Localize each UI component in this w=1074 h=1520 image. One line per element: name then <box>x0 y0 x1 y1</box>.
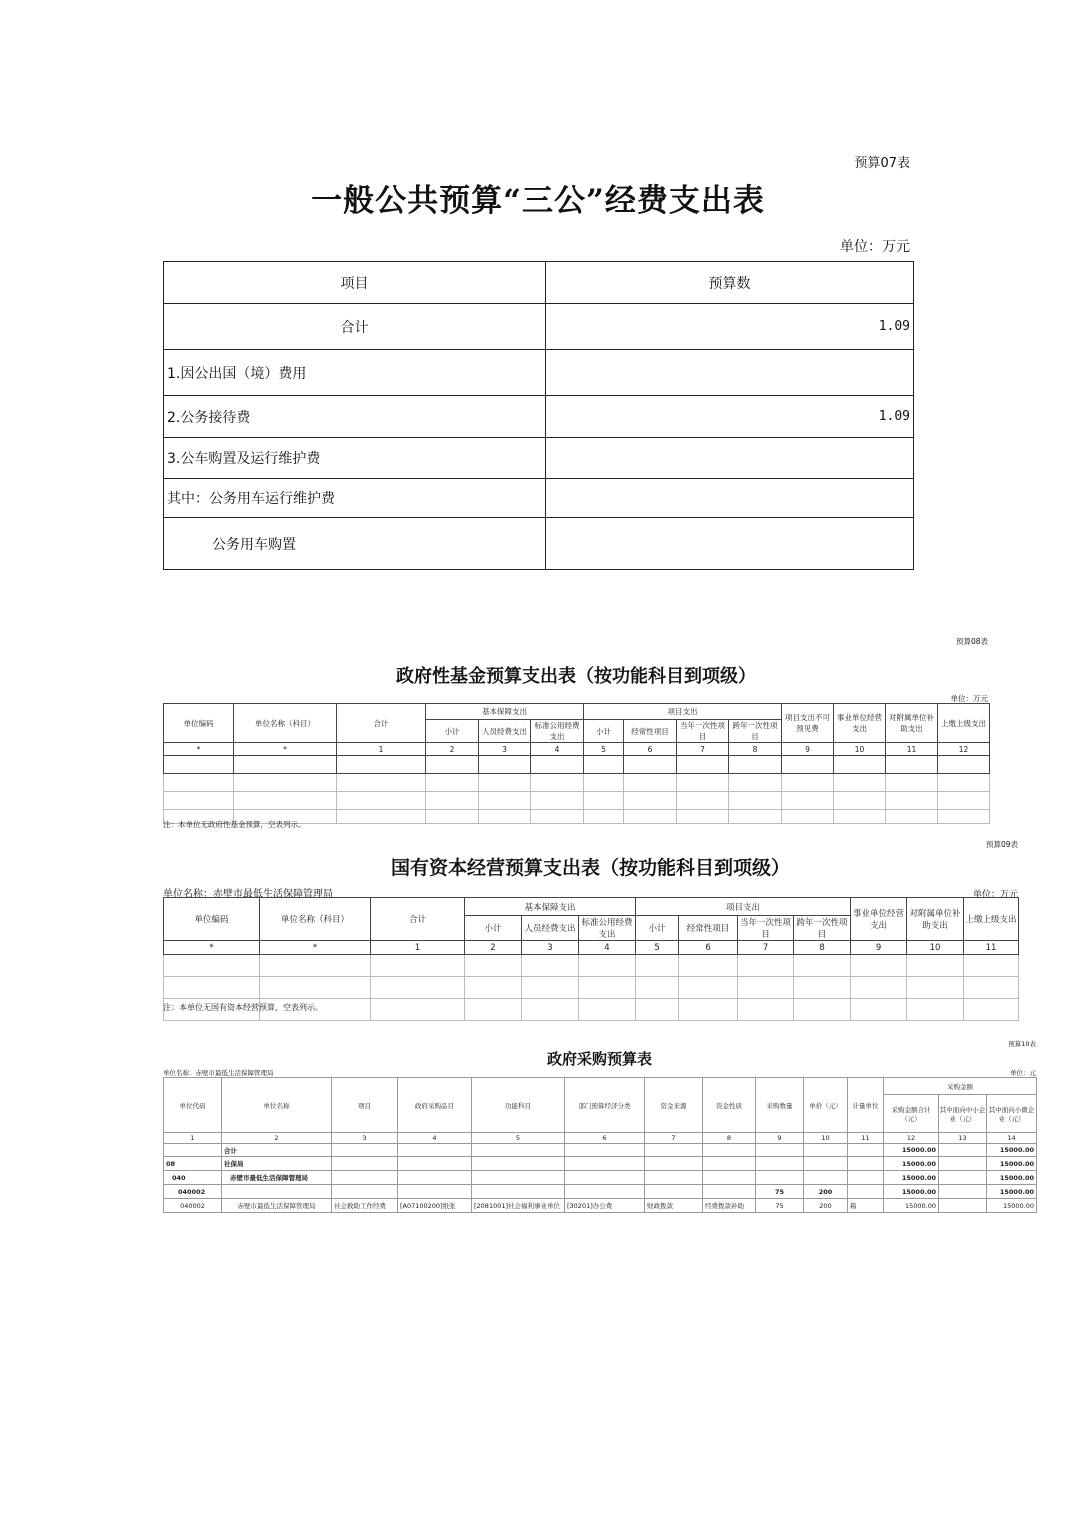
table-row: 08 社保局 15000.00 15000.00 <box>164 1157 1037 1171</box>
table2-index-cell: 10 <box>834 743 886 756</box>
table4-unit-name: 单位名称：赤壁市最低生活保障管理局 <box>163 1069 274 1077</box>
table4-header: 单位名称 <box>222 1078 332 1133</box>
table4-header: 单位代码 <box>164 1078 222 1133</box>
table-row: 040002 赤壁市最低生活保障管理局 社会救助工作经费 [A07100200]纸张 [2081001]社会福利事业单位 [30201]办公费 财政拨款 经费拨款补助 75 200 箱 15000.00 15000.00 <box>164 1199 1037 1213</box>
table4-unit: 单位：元 <box>1010 1069 1036 1077</box>
table4-index-cell: 13 <box>939 1133 987 1144</box>
table4-code: 预算10表 <box>1008 1040 1036 1048</box>
table3-subheader: 标准公用经费支出 <box>579 916 636 941</box>
table4-header: 单价（元） <box>804 1078 848 1133</box>
table2-empty-row <box>164 756 990 774</box>
table1-header-item: 项目 <box>164 262 546 304</box>
table2-code: 预算08表 <box>955 637 988 646</box>
table3-unit: 单位：万元 <box>972 890 1018 900</box>
table4-index-cell: 8 <box>703 1133 756 1144</box>
table1-unit: 单位：万元 <box>840 239 910 255</box>
table3-index-cell: 3 <box>522 941 579 955</box>
table4-index-cell: 7 <box>645 1133 703 1144</box>
table4-index-cell: 14 <box>987 1133 1037 1144</box>
table3-title: 国有资本经营预算支出表（按功能科目到项级） <box>390 857 790 879</box>
table3-subheader: 小计 <box>465 916 522 941</box>
table2-header-business: 事业单位经营支出 <box>834 704 886 743</box>
table3-index-cell: 7 <box>738 941 794 955</box>
table3-empty-row <box>164 955 1019 977</box>
table2-index-cell: 1 <box>337 743 426 756</box>
table3-index-cell: 6 <box>679 941 738 955</box>
table2-subheader: 人员经费支出 <box>479 720 531 743</box>
table3-index-cell: 9 <box>851 941 907 955</box>
table2-index-cell: 6 <box>624 743 677 756</box>
table3-index-cell: 4 <box>579 941 636 955</box>
table3-header-business: 事业单位经营支出 <box>851 898 907 941</box>
table2-header-basic: 基本保障支出 <box>426 704 584 720</box>
table4-subheader: 其中面向小微企业（元） <box>987 1095 1037 1133</box>
table4-index-cell: 12 <box>884 1133 939 1144</box>
table3-unit-name: 单位名称：赤壁市最低生活保障管理局 <box>163 889 333 900</box>
table1-row-value <box>546 350 914 396</box>
table4-index-cell: 4 <box>398 1133 472 1144</box>
table2-index-cell: * <box>234 743 337 756</box>
table3-index-cell: * <box>164 941 260 955</box>
table2-header-upper: 上缴上级支出 <box>938 704 990 743</box>
table1-row-label: 3.公车购置及运行维护费 <box>164 438 546 479</box>
table3-empty-row <box>164 977 1019 999</box>
table3-index-cell: * <box>260 941 371 955</box>
table2-header-unit-code: 单位编码 <box>164 704 234 743</box>
table2-header-unforeseen: 项目支出不可预见费 <box>782 704 834 743</box>
table3-header-unit-code: 单位编码 <box>164 898 260 941</box>
table1-row-label: 合计 <box>164 304 546 350</box>
table2-index-cell: 11 <box>886 743 938 756</box>
table1 <box>163 261 914 570</box>
table2-header-project: 项目支出 <box>584 704 782 720</box>
table3-index-cell: 1 <box>371 941 465 955</box>
table4-index-cell: 6 <box>565 1133 645 1144</box>
table2-index-cell: 5 <box>584 743 624 756</box>
table1-row-value <box>546 479 914 518</box>
table2-subheader: 标准公用经费支出 <box>531 720 584 743</box>
table2-index-cell: 8 <box>729 743 782 756</box>
table1-row-value <box>546 518 914 570</box>
table4-subheader: 采购金额合计（元） <box>884 1095 939 1133</box>
table4-header: 部门预算经济分类 <box>565 1078 645 1133</box>
table2-index-cell: 7 <box>677 743 729 756</box>
table2-empty-row <box>164 792 990 810</box>
table1-row-label: 公务用车购置 <box>164 518 546 570</box>
table-row: 040 赤壁市最低生活保障管理局 15000.00 15000.00 <box>164 1171 1037 1185</box>
table2-subheader: 跨年一次性项目 <box>729 720 782 743</box>
table2-subheader: 当年一次性项目 <box>677 720 729 743</box>
table3-index-cell: 11 <box>964 941 1019 955</box>
table2-note: 注：本单位无政府性基金预算，空表列示。 <box>163 820 306 829</box>
table4-index-cell: 10 <box>804 1133 848 1144</box>
table4-index-cell: 11 <box>848 1133 884 1144</box>
table4-header: 功能科目 <box>472 1078 565 1133</box>
table4-index-cell: 3 <box>332 1133 398 1144</box>
table4-index-cell: 5 <box>472 1133 565 1144</box>
table2-index-cell: 4 <box>531 743 584 756</box>
table2-subheader: 小计 <box>584 720 624 743</box>
table3-header-subsidy: 对附属单位补助支出 <box>907 898 964 941</box>
table3-index-cell: 2 <box>465 941 522 955</box>
table1-row-label: 1.因公出国（境）费用 <box>164 350 546 396</box>
table3-subheader: 人员经费支出 <box>522 916 579 941</box>
table3-header-basic: 基本保障支出 <box>465 898 636 916</box>
table3-subheader: 经常性项目 <box>679 916 738 941</box>
table3-subheader: 跨年一次性项目 <box>794 916 851 941</box>
table4-index-cell: 2 <box>222 1133 332 1144</box>
table4-header: 政府采购品目 <box>398 1078 472 1133</box>
table3-header-project: 项目支出 <box>636 898 851 916</box>
table2-index-cell: * <box>164 743 234 756</box>
table1-code: 预算07表 <box>854 156 910 171</box>
table2-header-unit-name: 单位名称（科目） <box>234 704 337 743</box>
table2-index-cell: 3 <box>479 743 531 756</box>
table2-index-cell: 2 <box>426 743 479 756</box>
table3-note: 注：本单位无国有资本经营预算，空表列示。 <box>163 1003 323 1012</box>
table2-title: 政府性基金预算支出表（按功能科目到项级） <box>396 666 756 687</box>
table3-header-upper: 上缴上级支出 <box>964 898 1019 941</box>
table3-subheader: 小计 <box>636 916 679 941</box>
table2-empty-row <box>164 774 990 792</box>
table3-header-total: 合计 <box>371 898 465 941</box>
table4-header-amount-group: 采购金额 <box>884 1078 1037 1095</box>
table2-subheader: 小计 <box>426 720 479 743</box>
table2-unit: 单位：万元 <box>950 694 988 703</box>
table4-header: 项目 <box>332 1078 398 1133</box>
table4-subheader: 其中面向中小企业（元） <box>939 1095 987 1133</box>
table1-header-budget: 预算数 <box>546 262 914 304</box>
table1-row-label: 2.公务接待费 <box>164 396 546 438</box>
table4-header: 资金来源 <box>645 1078 703 1133</box>
table2-index-cell: 12 <box>938 743 990 756</box>
table-row: 040002 75 200 15000.00 15000.00 <box>164 1185 1037 1199</box>
table2-header-total: 合计 <box>337 704 426 743</box>
table3-subheader: 当年一次性项目 <box>738 916 794 941</box>
table3-header-unit-name: 单位名称（科目） <box>260 898 371 941</box>
table1-row-label: 其中：公务用车运行维护费 <box>164 479 546 518</box>
table2-index-cell: 9 <box>782 743 834 756</box>
table4-header: 计量单位 <box>848 1078 884 1133</box>
table3-index-cell: 8 <box>794 941 851 955</box>
table4-index-cell: 1 <box>164 1133 222 1144</box>
table3-index-cell: 10 <box>907 941 964 955</box>
table1-row-value: 1.09 <box>546 304 914 350</box>
table4-index-cell: 9 <box>756 1133 804 1144</box>
table-row: 合计 15000.00 15000.00 <box>164 1144 1037 1157</box>
table4 <box>163 1077 1037 1213</box>
table4-header: 采购数量 <box>756 1078 804 1133</box>
table2-header-subsidy: 对附属单位补助支出 <box>886 704 938 743</box>
table2-subheader: 经常性项目 <box>624 720 677 743</box>
table2 <box>163 703 990 824</box>
table4-title: 政府采购预算表 <box>546 1050 652 1068</box>
table1-row-value <box>546 438 914 479</box>
table1-row-value: 1.09 <box>546 396 914 438</box>
table3-code: 预算09表 <box>985 840 1018 849</box>
table3-index-cell: 5 <box>636 941 679 955</box>
table4-header: 资金性质 <box>703 1078 756 1133</box>
table1-title: 一般公共预算“三公”经费支出表 <box>311 183 765 219</box>
